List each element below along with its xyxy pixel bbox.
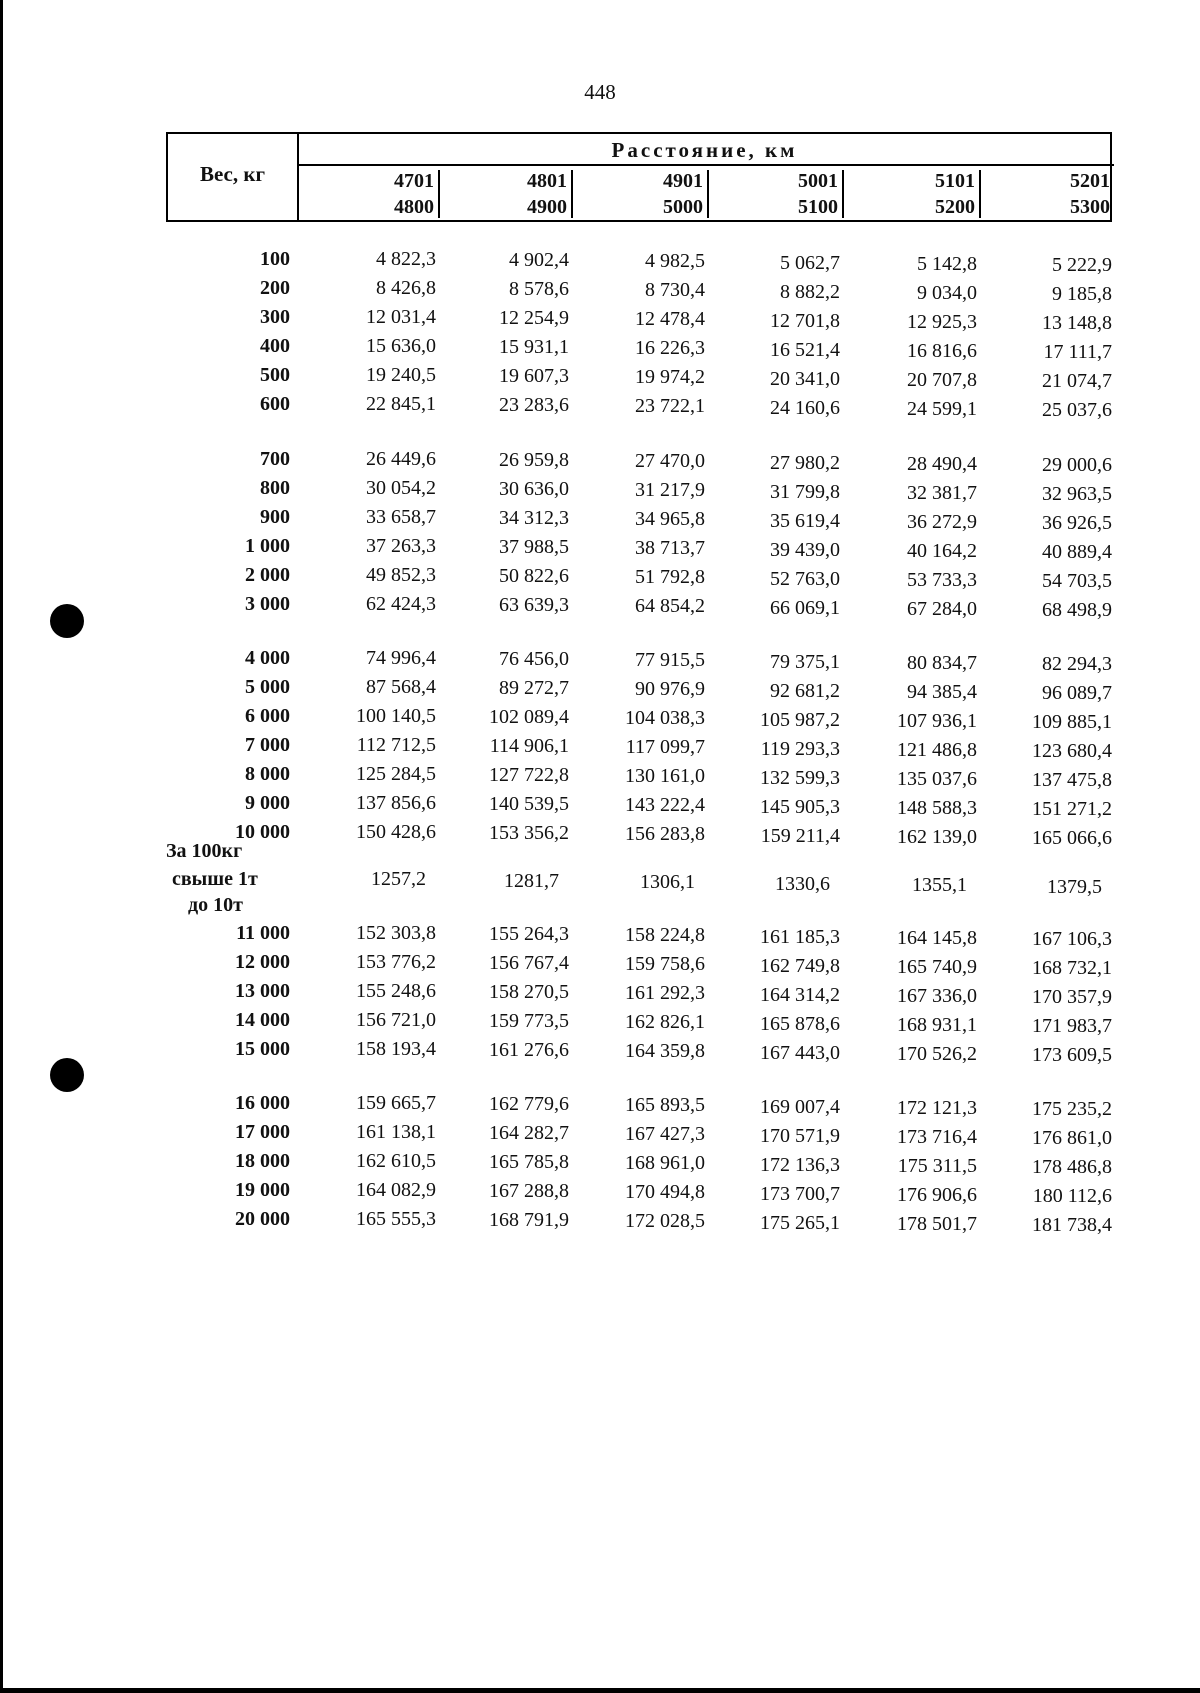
table-header [166,132,1112,222]
table-cell: 168 961,0 [625,1152,705,1175]
table-cell: 12 701,8 [770,309,840,332]
table-cell: 39 439,0 [770,538,840,561]
table-cell: 30 054,2 [366,477,436,499]
table-cell: 161 138,1 [356,1121,436,1143]
row-weight: 500 [260,364,290,386]
table-cell: 156 283,8 [625,823,705,846]
table-cell: 152 303,8 [356,922,436,944]
distance-range-header [435,168,569,220]
table-cell: 37 988,5 [499,536,569,559]
table-cell: 159 665,7 [356,1092,436,1114]
table-cell: 16 521,4 [770,338,840,361]
table-cell: 162 610,5 [356,1150,436,1172]
table-cell: 19 974,2 [635,366,705,389]
table-cell: 40 889,4 [1042,541,1112,563]
range-to: 4800 [394,196,434,218]
row-weight: 200 [260,277,290,299]
table-cell: 170 571,9 [760,1124,840,1147]
table-cell: 180 112,6 [1032,1185,1112,1207]
table-cell: 15 636,0 [366,335,436,357]
table-cell: 150 428,6 [356,821,436,843]
row-weight: 800 [260,477,290,499]
table-cell: 156 721,0 [356,1009,436,1031]
table-cell: 121 486,8 [897,738,977,761]
table-cell: 38 713,7 [635,537,705,560]
weight-column-header: Вес, кг [199,162,266,186]
table-cell: 145 905,3 [760,795,840,818]
table-cell: 4 902,4 [509,249,569,272]
table-cell: 27 980,2 [770,451,840,474]
row-weight: 12 000 [235,951,290,973]
table-cell: 168 931,1 [897,1013,977,1036]
row-weight: 20 000 [235,1208,290,1230]
table-cell: 26 959,8 [499,449,569,472]
table-cell: 178 486,8 [1032,1156,1112,1178]
table-cell: 74 996,4 [366,647,436,669]
table-cell: 158 270,5 [489,981,569,1004]
table-cell: 140 539,5 [489,793,569,816]
row-weight: 16 000 [235,1092,290,1114]
table-cell: 153 776,2 [356,951,436,973]
row-weight: 700 [260,448,290,470]
table-cell: 13 148,8 [1042,312,1112,334]
table-cell: 161 185,3 [760,925,840,948]
table-cell: 170 357,9 [1032,986,1112,1008]
table-cell: 168 791,9 [489,1209,569,1232]
table-cell: 176 906,6 [897,1183,977,1206]
punch-hole-mark [50,604,84,638]
table-cell: 175 265,1 [760,1211,840,1234]
table-cell: 31 217,9 [635,479,705,502]
table-cell: 165 555,3 [356,1208,436,1230]
scan-edge-left [0,0,3,1693]
table-cell: 175 311,5 [897,1154,977,1177]
row-weight: 8 000 [245,763,290,785]
table-cell: 4 822,3 [376,248,436,270]
table-cell: 135 037,6 [897,767,977,790]
table-cell: 24 160,6 [770,396,840,419]
punch-hole-mark [50,1058,84,1092]
range-from: 4901 [663,170,703,192]
table-cell: 153 356,2 [489,822,569,845]
surcharge-cell: 1281,7 [504,869,559,892]
table-cell: 8 730,4 [645,279,705,302]
table-cell: 155 248,6 [356,980,436,1002]
table-cell: 5 062,7 [780,251,840,274]
table-cell: 52 763,0 [770,567,840,590]
range-to: 5100 [798,196,838,218]
table-cell: 8 882,2 [780,280,840,303]
table-cell: 172 121,3 [897,1096,977,1119]
table-cell: 17 111,7 [1043,341,1112,363]
row-weight: 6 000 [245,705,290,727]
row-weight: 300 [260,306,290,328]
table-cell: 172 136,3 [760,1153,840,1176]
distance-range-header [706,168,840,220]
row-weight: 2 000 [245,564,290,586]
table-cell: 117 099,7 [625,736,705,759]
table-cell: 100 140,5 [356,705,436,727]
table-cell: 127 722,8 [489,764,569,787]
page-number: 448 [584,80,616,104]
table-cell: 26 449,6 [366,448,436,470]
surcharge-label: За 100кг [166,840,243,862]
table-cell: 105 987,2 [760,708,840,731]
table-cell: 173 609,5 [1032,1044,1112,1066]
table-cell: 112 712,5 [356,734,436,756]
table-cell: 178 501,7 [897,1212,977,1235]
surcharge-cell: 1257,2 [371,868,426,890]
surcharge-label: до 10т [188,894,243,916]
table-cell: 32 381,7 [907,481,977,504]
table-cell: 164 359,8 [625,1040,705,1063]
table-cell: 162 139,0 [897,825,977,848]
table-cell: 165 893,5 [625,1094,705,1117]
row-weight: 14 000 [235,1009,290,1031]
table-cell: 5 142,8 [917,252,977,275]
table-cell: 167 443,0 [760,1041,840,1064]
surcharge-cell: 1306,1 [640,871,695,893]
table-cell: 181 738,4 [1032,1214,1112,1236]
table-cell: 167 336,0 [897,984,977,1007]
table-cell: 169 007,4 [760,1095,840,1118]
surcharge-cell: 1379,5 [1047,875,1102,898]
row-weight: 600 [260,393,290,415]
range-to: 5300 [1070,196,1110,218]
table-cell: 16 816,6 [907,339,977,362]
row-weight: 18 000 [235,1150,290,1172]
surcharge-cell: 1330,6 [775,872,830,895]
table-cell: 8 426,8 [376,277,436,299]
table-cell: 9 185,8 [1052,283,1112,305]
table-cell: 164 282,7 [489,1122,569,1145]
row-weight: 5 000 [245,676,290,698]
table-cell: 33 658,7 [366,506,436,528]
table-cell: 161 292,3 [625,982,705,1005]
table-cell: 137 856,6 [356,792,436,814]
surcharge-label: свыше 1т [172,868,258,890]
table-cell: 36 926,5 [1042,512,1112,534]
table-cell: 54 703,5 [1042,570,1112,592]
table-cell: 158 193,4 [356,1038,436,1060]
table-cell: 29 000,6 [1042,454,1112,476]
table-cell: 80 834,7 [907,651,977,674]
row-weight: 7 000 [245,734,290,756]
row-weight: 9 000 [245,792,290,814]
table-cell: 34 965,8 [635,508,705,531]
table-cell: 68 498,9 [1042,599,1112,621]
table-cell: 16 226,3 [635,337,705,360]
table-cell: 30 636,0 [499,478,569,501]
row-weight: 15 000 [235,1038,290,1060]
table-cell: 102 089,4 [489,706,569,729]
table-cell: 89 272,7 [499,677,569,700]
row-weight: 3 000 [245,593,290,615]
table-cell: 12 254,9 [499,307,569,330]
table-cell: 148 588,3 [897,796,977,819]
range-to: 4900 [527,196,567,218]
table-cell: 62 424,3 [366,593,436,615]
table-cell: 12 031,4 [366,306,436,328]
table-cell: 175 235,2 [1032,1098,1112,1120]
table-cell: 109 885,1 [1032,711,1112,733]
table-cell: 20 341,0 [770,367,840,390]
table-cell: 94 385,4 [907,680,977,703]
table-cell: 15 931,1 [499,336,569,359]
distance-column-header: Расстояние, км [611,138,798,162]
table-cell: 24 599,1 [907,397,977,420]
table-cell: 151 271,2 [1032,798,1112,820]
table-cell: 22 845,1 [366,393,436,415]
table-cell: 165 066,6 [1032,827,1112,849]
table-cell: 31 799,8 [770,480,840,503]
scan-edge-bottom [0,1688,1200,1693]
row-weight: 900 [260,506,290,528]
table-cell: 53 733,3 [907,568,977,591]
table-cell: 176 861,0 [1032,1127,1112,1149]
table-cell: 165 740,9 [897,955,977,978]
distance-range-header [843,168,977,220]
row-weight: 4 000 [245,647,290,669]
table-cell: 104 038,3 [625,707,705,730]
table-cell: 12 925,3 [907,310,977,333]
table-cell: 168 732,1 [1032,957,1112,979]
table-cell: 123 680,4 [1032,740,1112,762]
table-cell: 162 779,6 [489,1093,569,1116]
row-weight: 10 000 [235,821,290,843]
table-cell: 82 294,3 [1042,653,1112,675]
table-cell: 19 607,3 [499,365,569,388]
range-from: 5101 [935,170,975,192]
table-cell: 76 456,0 [499,648,569,671]
table-cell: 37 263,3 [366,535,436,557]
table-cell: 21 074,7 [1042,370,1112,392]
table-cell: 51 792,8 [635,566,705,589]
table-cell: 164 082,9 [356,1179,436,1201]
table-cell: 49 852,3 [366,564,436,586]
table-cell: 114 906,1 [489,735,569,758]
table-cell: 34 312,3 [499,507,569,530]
table-cell: 162 749,8 [760,954,840,977]
range-to: 5200 [935,196,975,218]
table-cell: 132 599,3 [760,766,840,789]
table-cell: 50 822,6 [499,565,569,588]
table-cell: 25 037,6 [1042,399,1112,421]
table-cell: 173 700,7 [760,1182,840,1205]
table-cell: 28 490,4 [907,452,977,475]
row-weight: 1 000 [245,535,290,557]
table-cell: 125 284,5 [356,763,436,785]
table-cell: 159 773,5 [489,1010,569,1033]
table-cell: 36 272,9 [907,510,977,533]
table-cell: 90 976,9 [635,678,705,701]
table-cell: 171 983,7 [1032,1015,1112,1037]
header-divider [299,164,1114,166]
row-weight: 400 [260,335,290,357]
table-cell: 4 982,5 [645,250,705,273]
table-cell: 79 375,1 [770,650,840,673]
table-cell: 77 915,5 [635,649,705,672]
table-cell: 107 936,1 [897,709,977,732]
table-cell: 66 069,1 [770,596,840,619]
row-weight: 100 [260,248,290,270]
table-cell: 67 284,0 [907,597,977,620]
table-cell: 92 681,2 [770,679,840,702]
row-weight: 11 000 [236,922,290,944]
table-cell: 172 028,5 [625,1210,705,1233]
table-cell: 32 963,5 [1042,483,1112,505]
table-cell: 170 494,8 [625,1181,705,1204]
table-cell: 156 767,4 [489,952,569,975]
table-cell: 19 240,5 [366,364,436,386]
table-cell: 164 145,8 [897,926,977,949]
range-from: 5001 [798,170,838,192]
table-cell: 161 276,6 [489,1039,569,1062]
table-cell: 159 211,4 [760,824,840,847]
table-cell: 20 707,8 [907,368,977,391]
distance-range-header [571,168,705,220]
table-cell: 96 089,7 [1042,682,1112,704]
table-cell: 23 283,6 [499,394,569,417]
table-cell: 9 034,0 [917,281,977,304]
row-weight: 17 000 [235,1121,290,1143]
table-cell: 87 568,4 [366,676,436,698]
table-cell: 23 722,1 [635,395,705,418]
table-cell: 12 478,4 [635,308,705,331]
table-cell: 40 164,2 [907,539,977,562]
table-cell: 35 619,4 [770,509,840,532]
table-cell: 130 161,0 [625,765,705,788]
table-cell: 155 264,3 [489,923,569,946]
range-from: 5201 [1070,170,1110,192]
table-cell: 165 878,6 [760,1012,840,1035]
distance-range-header [978,168,1112,220]
table-cell: 162 826,1 [625,1011,705,1034]
table-cell: 8 578,6 [509,278,569,301]
table-cell: 173 716,4 [897,1125,977,1148]
table-cell: 170 526,2 [897,1042,977,1065]
table-cell: 167 427,3 [625,1123,705,1146]
table-cell: 63 639,3 [499,594,569,617]
table-cell: 143 222,4 [625,794,705,817]
range-to: 5000 [663,196,703,218]
table-cell: 165 785,8 [489,1151,569,1174]
row-weight: 13 000 [235,980,290,1002]
row-weight: 19 000 [235,1179,290,1201]
table-cell: 159 758,6 [625,953,705,976]
table-cell: 64 854,2 [635,595,705,618]
table-cell: 137 475,8 [1032,769,1112,791]
table-cell: 5 222,9 [1052,254,1112,276]
distance-range-header [302,168,436,220]
table-cell: 167 106,3 [1032,928,1112,950]
table-cell: 167 288,8 [489,1180,569,1203]
table-cell: 119 293,3 [760,737,840,760]
surcharge-cell: 1355,1 [912,874,967,896]
range-from: 4701 [394,170,434,192]
table-cell: 164 314,2 [760,983,840,1006]
table-cell: 27 470,0 [635,450,705,473]
range-from: 4801 [527,170,567,192]
table-cell: 158 224,8 [625,924,705,947]
